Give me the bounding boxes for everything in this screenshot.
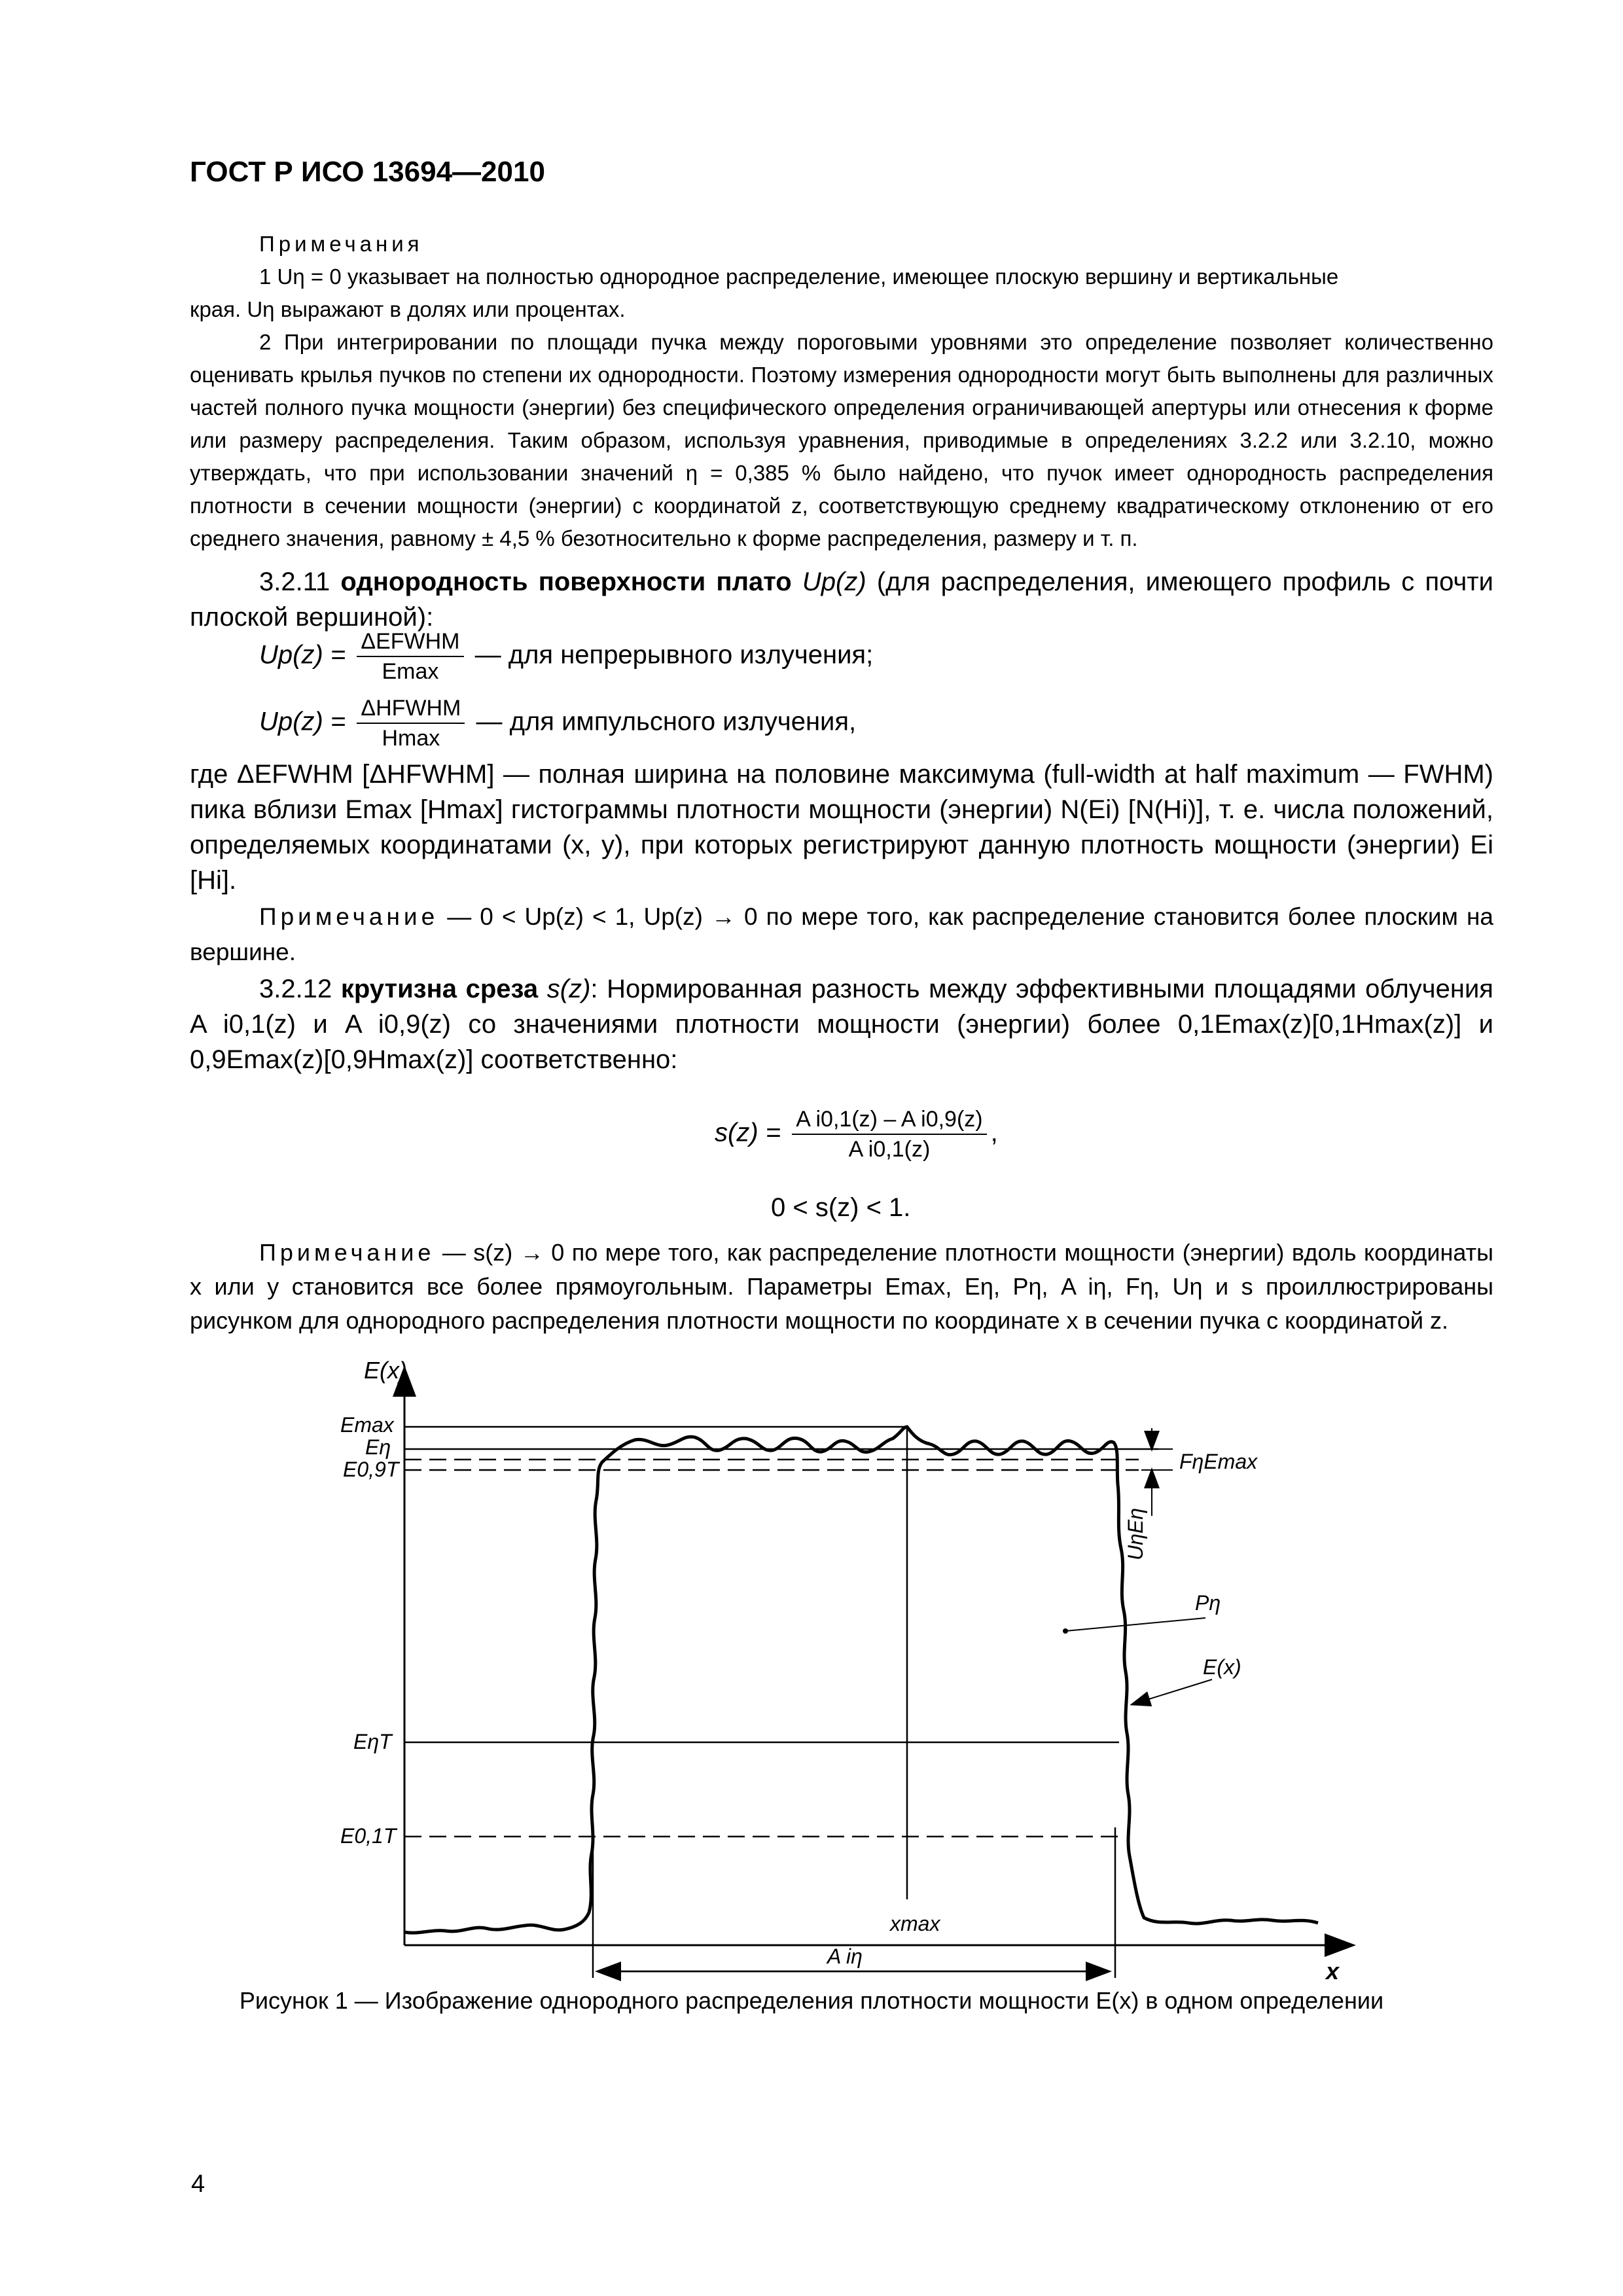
note-text: — 0 < Up(z) < 1, Up(z) → 0 по мере того, как распределение становится более плоским на вершине. bbox=[190, 903, 1494, 965]
formula-inequality: 0 < s(z) < 1. bbox=[771, 1193, 911, 1222]
label-emax: Emax bbox=[340, 1413, 394, 1437]
formula-slope bbox=[715, 1105, 998, 1164]
section-term: однородность поверхности плато bbox=[340, 567, 792, 596]
label-e09t: E0,9T bbox=[343, 1458, 399, 1481]
note-label: Примечание bbox=[259, 903, 439, 930]
section-rest: (для распределения, имеющего профиль с почти плоской вершиной): bbox=[190, 567, 1493, 632]
x-axis-label: x bbox=[1326, 1958, 1340, 1984]
fraction-numerator: ΔHFWHM bbox=[357, 694, 465, 724]
note-label: Примечание bbox=[259, 1239, 435, 1266]
formula-comma: , bbox=[990, 1118, 998, 1147]
section-3-2-12 bbox=[190, 971, 1493, 1077]
note-1-line-1: 1 Uη = 0 указывает на полностью однородное распределение, имеющее плоскую вершину и вертикальные bbox=[259, 264, 1339, 289]
formula-continuous bbox=[259, 627, 873, 686]
section-number: 3.2.12 bbox=[259, 975, 332, 1003]
fraction-numerator: A i0,1(z) – A i0,9(z) bbox=[792, 1105, 986, 1135]
notes-block bbox=[190, 228, 1493, 555]
note-1-line-2: края. Uη выражают в долях или процентах. bbox=[190, 297, 626, 321]
section-text: : Нормированная разность между эффективными площадями облучения A i0,1(z) и A i0,9(z) со значениями плотности мощности (энергии) более 0,1Emax(z)[0,1Hmax(z)] и 0,9Emax(z)[0,9Hmax(z)] соответственно: bbox=[190, 975, 1493, 1074]
formula-lhs: Up(z) = bbox=[259, 707, 346, 736]
section-symbol: s(z) bbox=[546, 975, 591, 1003]
formula-lhs: s(z) = bbox=[715, 1118, 781, 1147]
section-number: 3.2.11 bbox=[259, 567, 330, 596]
label-eetat: EηT bbox=[353, 1730, 392, 1753]
fraction bbox=[357, 627, 463, 686]
label-feta-emax: FηEmax bbox=[1179, 1450, 1258, 1473]
fraction bbox=[792, 1105, 986, 1164]
peta-point bbox=[1063, 1628, 1068, 1634]
figure-caption: Рисунок 1 — Изображение однородного распределения плотности мощности E(x) в одном определении bbox=[239, 1987, 1384, 2014]
where-paragraph: где ΔEFWHM [ΔHFWHM] — полная ширина на половине максимума (full-width at half maximum — FWHM) пика вблизи Emax [Hmax] гистограммы плотности мощности (энергии) N(Ei) [N(Hi)], т. е. числа положений, определяемых координатами (x, y), при которых регистрируют данную плотность мощности (энергии) Ei [Hi]. bbox=[190, 760, 1493, 895]
note-2: 2 При интегрировании по площади пучка между пороговыми уровнями это определение позволяет количественно оценивать крылья пучков по степени их однородности. Поэтому измерения однородности могут быть выполнены для различных частей полного пучка мощности (энергии) без специфического определения ограничивающей апертуры или отнесения к форме или размеру распределения. Таким образом, используя уравнения, приводимые в определениях 3.2.2 или 3.2.10, можно утверждать, что при использовании значений η = 0,385 % было найдено, что пучок имеет однородность распределения плотности в сечении мощности (энергии) с координатой z, соответствующую среднему квадратическому отклонению от его среднего значения, равному ± 4,5 % безотносительно к форме распределения, размеру и т. п. bbox=[190, 330, 1493, 550]
fraction bbox=[357, 694, 465, 753]
fraction-denominator: Emax bbox=[382, 659, 439, 684]
section-symbol: Up(z) bbox=[802, 567, 866, 596]
section-term: крутизна среза bbox=[340, 975, 539, 1003]
note-text: — s(z) → 0 по мере того, как распределение плотности мощности (энергии) вдоль координаты x или y становится все более прямоугольным. Параметры Emax, Eη, Pη, A iη, Fη, Uη и s проиллюстрированы рисунком для однородного распределения плотности мощности по координате x в сечении пучка с координатой z. bbox=[190, 1239, 1493, 1334]
label-peta: Pη bbox=[1195, 1591, 1221, 1615]
y-axis-label: E(x) bbox=[364, 1357, 407, 1384]
formula-lhs: Up(z) = bbox=[259, 640, 346, 670]
label-area: A iη bbox=[827, 1945, 863, 1968]
label-xmax: xmax bbox=[890, 1912, 940, 1935]
section-3-2-11-note bbox=[190, 899, 1493, 970]
fraction-numerator: ΔEFWHM bbox=[357, 627, 463, 657]
label-eeta: Eη bbox=[365, 1435, 391, 1459]
distribution-diagram bbox=[314, 1356, 1387, 1984]
ex-leader bbox=[1132, 1679, 1212, 1704]
peta-leader bbox=[1065, 1618, 1205, 1631]
label-ex: E(x) bbox=[1203, 1655, 1241, 1679]
section-3-2-11-heading bbox=[190, 564, 1493, 635]
label-ueta: UηEη bbox=[1124, 1508, 1147, 1560]
section-3-2-11-where bbox=[190, 757, 1493, 898]
label-e01t: E0,1T bbox=[340, 1824, 397, 1848]
formula-description: — для непрерывного излучения; bbox=[474, 640, 874, 670]
section-3-2-12-note bbox=[190, 1236, 1493, 1338]
page-number: 4 bbox=[191, 2170, 205, 2198]
fraction-denominator: A i0,1(z) bbox=[848, 1137, 931, 1162]
formula-pulsed bbox=[259, 694, 856, 753]
formula-description: — для импульсного излучения, bbox=[476, 707, 857, 736]
figure-1 bbox=[314, 1356, 1387, 1984]
document-header: ГОСТ Р ИСО 13694—2010 bbox=[190, 156, 545, 188]
power-density-curve bbox=[404, 1427, 1318, 1933]
notes-title: Примечания bbox=[259, 232, 423, 256]
fraction-denominator: Hmax bbox=[382, 726, 440, 751]
